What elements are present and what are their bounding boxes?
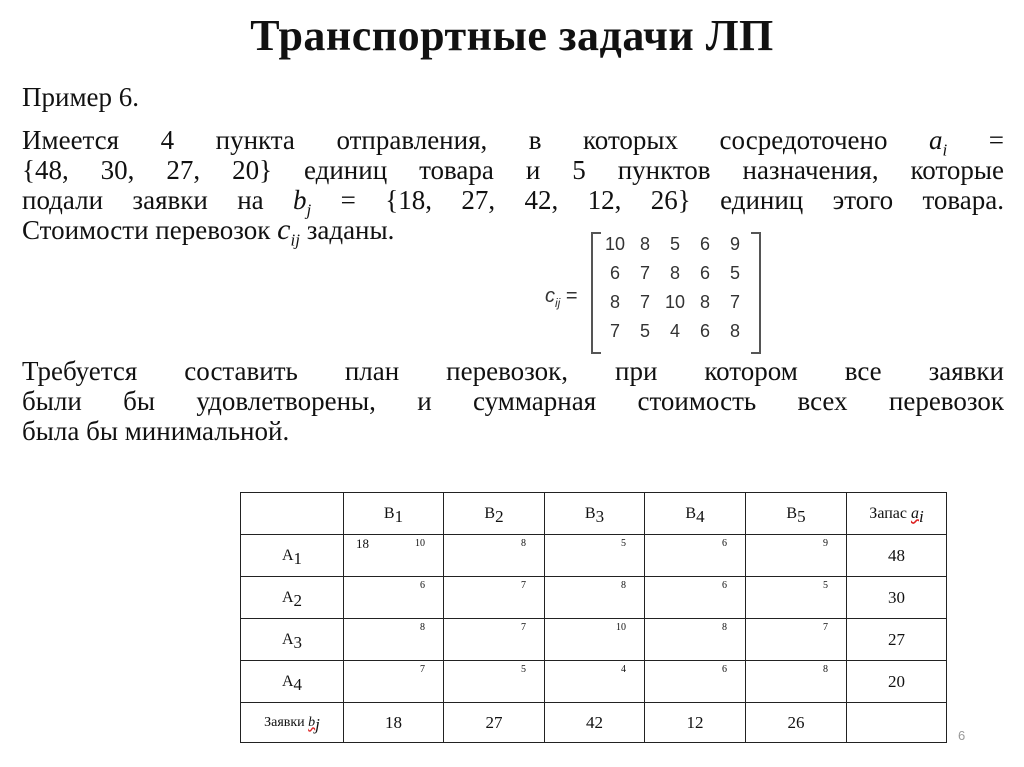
demand-value: 26 (746, 703, 847, 743)
demand-label-sub: j (315, 714, 320, 734)
demand-value: 42 (545, 703, 645, 743)
matrix-cell: 6 (699, 321, 710, 341)
statement-line-1: Имеется 4 пункта отправления, в которых сосредоточено $a_i$ = (22, 125, 1004, 160)
destination-letter: B (786, 504, 798, 522)
cost-cell (344, 661, 444, 703)
demand-value: 12 (645, 703, 746, 743)
matrix-cell: 5 (669, 234, 680, 254)
cost-value: 10 (415, 538, 425, 549)
statement-line-2: {48, 30, 27, 20} единиц товара и 5 пунктов назначения, которые (22, 155, 1004, 185)
supply-header-sub: i (918, 506, 924, 526)
cost-value: 7 (823, 622, 828, 633)
cost-cell (746, 661, 847, 703)
slide-title: Транспортные задачи ЛП (250, 11, 774, 60)
page-number: 6 (958, 728, 966, 743)
cost-cell (746, 535, 847, 577)
source-label (241, 619, 344, 661)
demand-label-text: Заявки (264, 714, 309, 730)
demand-label (241, 703, 344, 743)
destination-header (746, 493, 847, 535)
cost-cell (444, 661, 545, 703)
transport-table (240, 492, 947, 743)
table-row (241, 619, 947, 661)
cost-value: 7 (420, 664, 425, 675)
source-index: 3 (293, 632, 303, 652)
cost-cell (645, 577, 746, 619)
source-label (241, 577, 344, 619)
matrix-cell: 5 (729, 263, 740, 283)
table-row (241, 535, 947, 577)
example-label: Пример 6. (22, 82, 140, 112)
supply-value: 27 (847, 619, 947, 661)
cost-cell (344, 577, 444, 619)
cost-cell (545, 577, 645, 619)
cost-value: 7 (521, 622, 526, 633)
table-header-row (241, 493, 947, 535)
matrix-right-bracket (751, 232, 761, 354)
statement-line-3: подали заявки на $b_j = \{18$, 27, 42, 12, 26} единиц этого товара. (22, 185, 1005, 220)
matrix-cell: 8 (699, 292, 710, 312)
statement-line-4: Стоимости перевозок $c_{ij}$ заданы. (22, 213, 395, 250)
cost-value: 8 (722, 622, 727, 633)
matrix-cell: 7 (729, 292, 740, 312)
cost-cell (645, 619, 746, 661)
demand-label-var: b (308, 714, 316, 730)
source-letter: A (281, 672, 294, 690)
matrix-cell: 4 (669, 321, 680, 341)
supply-value: 48 (847, 535, 947, 577)
corner-cell (241, 493, 344, 535)
matrix-grid (600, 234, 750, 350)
cost-value: 8 (521, 538, 526, 549)
matrix-cell: 7 (639, 292, 650, 312)
cost-value: 6 (722, 580, 727, 591)
source-label (241, 661, 344, 703)
allocation-value: 18 (356, 536, 369, 551)
requirement-line-1: Требуется составить план перевозок, при котором все заявки (22, 356, 1004, 386)
destination-letter: B (484, 504, 496, 522)
supply-header-label: Запас (869, 504, 911, 522)
cost-cell (545, 619, 645, 661)
destination-letter: B (685, 504, 697, 522)
matrix-cell: 6 (609, 263, 620, 283)
cost-cell (645, 661, 746, 703)
cost-cell (344, 535, 444, 577)
cost-cell (645, 535, 746, 577)
matrix-cell: 7 (639, 263, 650, 283)
empty-cell (847, 703, 947, 743)
source-label (241, 535, 344, 577)
matrix-cell: 10 (604, 234, 626, 254)
cost-value: 5 (823, 580, 828, 591)
cost-value: 4 (621, 664, 626, 675)
cost-cell (444, 619, 545, 661)
table-row (241, 661, 947, 703)
source-index: 1 (293, 548, 303, 568)
table-row (241, 577, 947, 619)
destination-index: 3 (595, 506, 605, 526)
cost-cell (746, 619, 847, 661)
cost-cell (746, 577, 847, 619)
source-letter: A (281, 630, 294, 648)
matrix-cell: 8 (729, 321, 740, 341)
cost-value: 5 (521, 664, 526, 675)
requirement-statement (22, 356, 1004, 446)
cost-value: 6 (420, 580, 425, 591)
destination-letter: B (584, 504, 596, 522)
matrix-cell: 5 (639, 321, 650, 341)
source-letter: A (281, 588, 294, 606)
supply-value: 30 (847, 577, 947, 619)
destination-header (444, 493, 545, 535)
demand-row (241, 703, 947, 743)
cost-value: 7 (521, 580, 526, 591)
destination-header (545, 493, 645, 535)
cost-value: 9 (823, 538, 828, 549)
source-index: 4 (293, 674, 303, 694)
matrix-cell: 6 (699, 234, 710, 254)
cost-value: 5 (621, 538, 626, 549)
destination-header (344, 493, 444, 535)
cost-value: 6 (722, 664, 727, 675)
demand-value: 18 (344, 703, 444, 743)
matrix-cell: 10 (664, 292, 686, 312)
supply-value: 20 (847, 661, 947, 703)
cost-value: 10 (616, 622, 626, 633)
matrix-cell: 7 (609, 321, 620, 341)
source-letter: A (281, 546, 294, 564)
matrix-label: $c_{ij}$ = (545, 285, 578, 310)
destination-header (645, 493, 746, 535)
requirement-line-3: была бы минимальной. (22, 416, 290, 446)
matrix-cell: 8 (609, 292, 620, 312)
cost-cell (545, 661, 645, 703)
supply-header-var: a (910, 504, 919, 522)
cost-value: 8 (823, 664, 828, 675)
cost-cell (444, 577, 545, 619)
destination-index: 4 (696, 506, 705, 526)
problem-statement (22, 125, 1005, 250)
cost-cell (344, 619, 444, 661)
destination-index: 5 (797, 506, 806, 526)
cost-value: 8 (621, 580, 626, 591)
matrix-cell: 6 (699, 263, 710, 283)
supply-header (847, 493, 947, 535)
cost-cell (545, 535, 645, 577)
cost-value: 8 (420, 622, 425, 633)
matrix-cell: 9 (729, 234, 740, 254)
destination-letter: B (383, 504, 395, 522)
cost-cell (444, 535, 545, 577)
cost-value: 6 (722, 538, 727, 549)
source-index: 2 (293, 590, 303, 610)
requirement-line-2: были бы удовлетворены, и суммарная стоимость всех перевозок (22, 386, 1004, 416)
matrix-cell: 8 (669, 263, 680, 283)
demand-value: 27 (444, 703, 545, 743)
destination-index: 1 (394, 506, 404, 526)
matrix-cell: 8 (639, 234, 650, 254)
destination-index: 2 (495, 506, 504, 526)
